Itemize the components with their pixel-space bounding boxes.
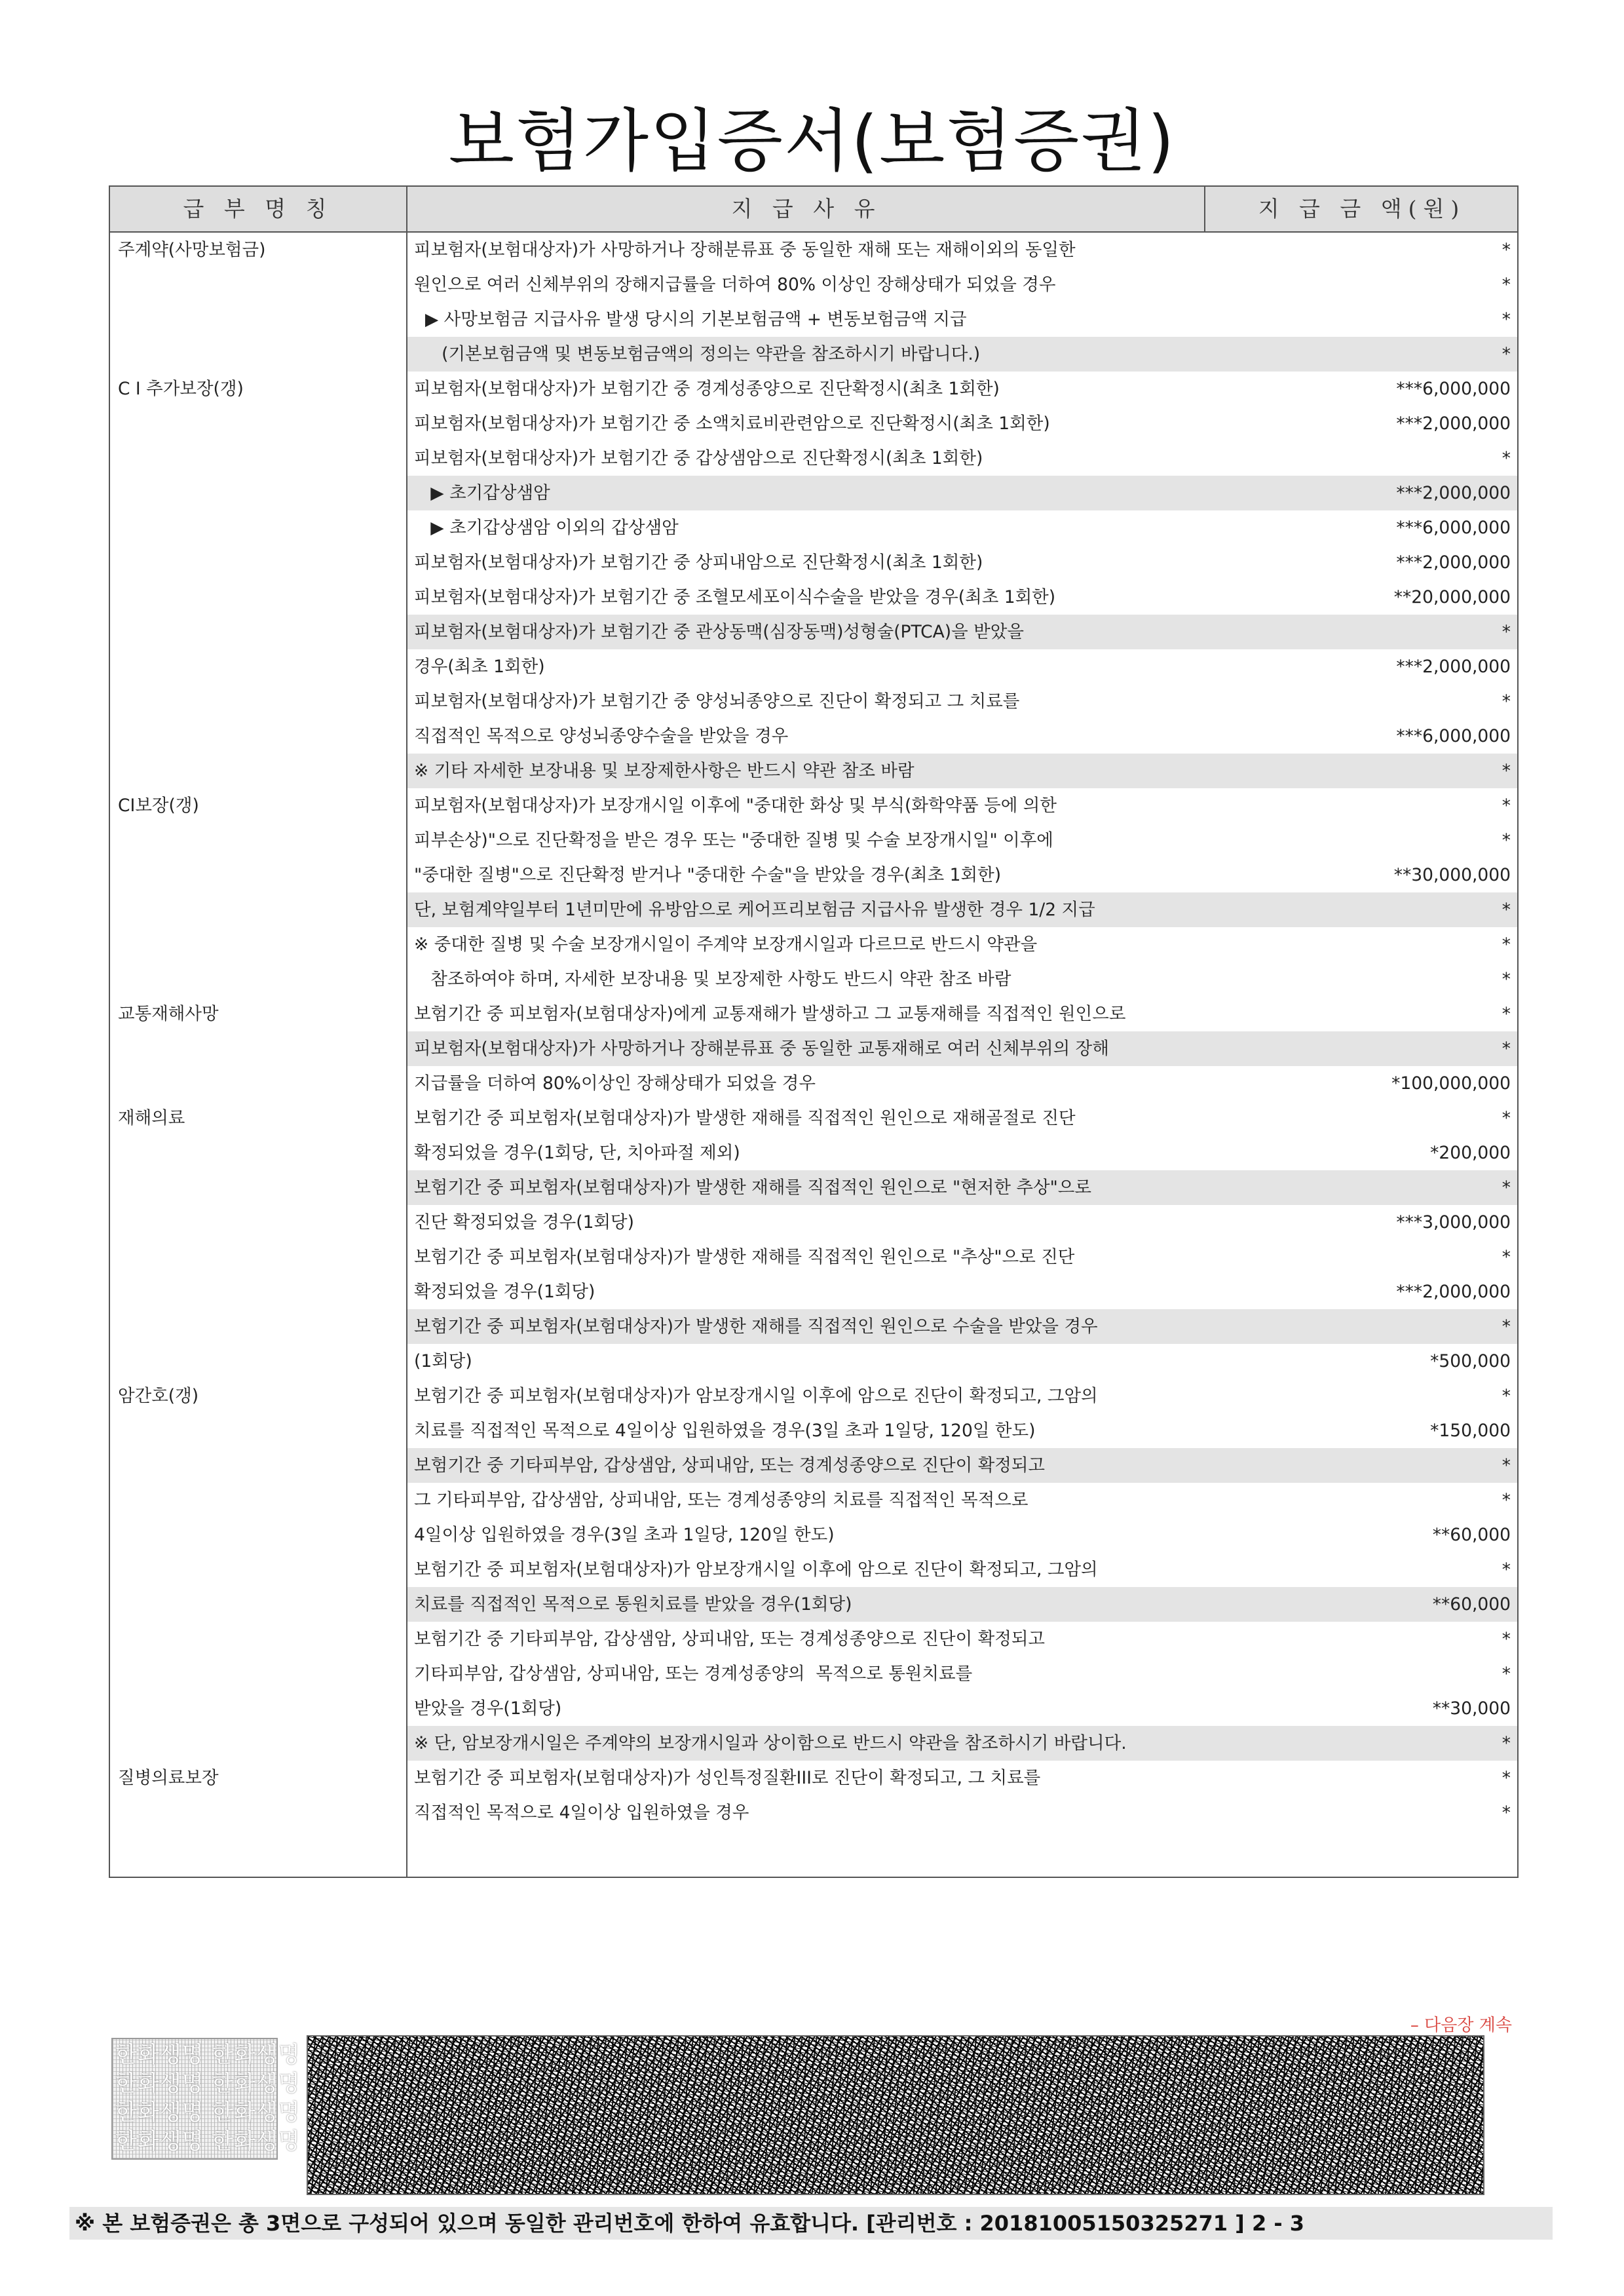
table-row: [110, 649, 1517, 684]
table-row: [110, 1761, 1517, 1795]
payment-amount-cell: *500,000: [1430, 1351, 1511, 1371]
payment-amount-cell: *: [1501, 1177, 1511, 1198]
document-title: 보험가입증서(보험증권): [448, 101, 1176, 181]
payment-reason-cell: 보험기간 중 피보험자(보험대상자)가 발생한 재해를 직접적인 원인으로 수술을 받았을 경우: [414, 1316, 1098, 1337]
payment-amount-cell: *: [1501, 309, 1511, 330]
payment-reason-cell: 치료를 직접적인 목적으로 4일이상 입원하였을 경우(3일 초과 1일당, 120일 한도): [414, 1421, 1036, 1441]
benefit-name-cell: CI보장(갱): [118, 795, 199, 816]
table-row: [110, 406, 1517, 441]
payment-reason-cell: 피보험자(보험대상자)가 보험기간 중 소액치료비관련암으로 진단확정시(최초 1회한): [414, 413, 1050, 434]
table-row: [110, 476, 1517, 510]
company-seal-watermark: [111, 2038, 301, 2160]
benefit-name-cell: 재해의료: [118, 1108, 185, 1128]
table-body: [110, 233, 1517, 1830]
payment-reason-cell: 지급률을 더하여 80%이상인 장해상태가 되었을 경우: [414, 1073, 816, 1094]
table-row: [110, 1379, 1517, 1413]
table-row: [110, 962, 1517, 997]
payment-reason-cell: 보험기간 중 피보험자(보험대상자)가 암보장개시일 이후에 암으로 진단이 확정되고, 그암의: [414, 1559, 1098, 1580]
payment-amount-cell: ***2,000,000: [1396, 483, 1511, 503]
table-row: [110, 1518, 1517, 1552]
benefit-name-cell: 암간호(갱): [118, 1386, 199, 1406]
table-row: [110, 1136, 1517, 1170]
payment-amount-cell: ***2,000,000: [1396, 552, 1511, 573]
payment-reason-cell: 보험기간 중 피보험자(보험대상자)에게 교통재해가 발생하고 그 교통재해를 직접적인 원인으로: [414, 1004, 1126, 1024]
payment-reason-cell: 보험기간 중 기타피부암, 갑상샘암, 상피내암, 또는 경계성종양으로 진단이 확정되고: [414, 1455, 1046, 1476]
table-row: [110, 372, 1517, 406]
table-row: [110, 858, 1517, 892]
table-row: [110, 1240, 1517, 1274]
payment-amount-cell: ***6,000,000: [1396, 518, 1511, 538]
table-row: [110, 719, 1517, 754]
payment-reason-cell: 피보험자(보험대상자)가 보험기간 중 양성뇌종양으로 진단이 확정되고 그 치료를: [414, 691, 1020, 712]
payment-reason-cell: 피보험자(보험대상자)가 사망하거나 장해분류표 중 동일한 교통재해로 여러 신체부위의 장해: [414, 1039, 1109, 1059]
payment-reason-cell: 직접적인 목적으로 4일이상 입원하였을 경우: [414, 1803, 749, 1823]
benefit-name-cell: 주계약(사망보험금): [118, 240, 266, 260]
payment-amount-cell: *: [1501, 1247, 1511, 1267]
payment-amount-cell: *: [1501, 1455, 1511, 1476]
payment-reason-cell: 직접적인 목적으로 양성뇌종양수술을 받았을 경우: [414, 726, 789, 746]
table-row: [110, 754, 1517, 788]
table-row: [110, 1795, 1517, 1830]
table-row: [110, 1309, 1517, 1344]
payment-reason-cell: 진단 확정되었을 경우(1회당): [414, 1212, 634, 1233]
payment-amount-cell: *: [1501, 969, 1511, 989]
header-payment-amount: 지 급 금 액(원): [1204, 187, 1519, 231]
payment-reason-cell: 그 기타피부암, 갑상샘암, 상피내암, 또는 경계성종양의 치료를 직접적인 목적으로: [414, 1490, 1029, 1510]
table-row: [110, 510, 1517, 545]
table-row: [110, 267, 1517, 302]
payment-amount-cell: *: [1501, 900, 1511, 920]
table-row: [110, 580, 1517, 615]
table-row: [110, 1726, 1517, 1761]
table-row: [110, 1691, 1517, 1726]
payment-amount-cell: *: [1501, 934, 1511, 955]
payment-amount-cell: *: [1501, 1004, 1511, 1024]
payment-reason-cell: 원인으로 여러 신체부위의 장해지급률을 더하여 80% 이상인 장해상태가 되었을 경우: [414, 275, 1056, 295]
table-row: [110, 302, 1517, 337]
payment-reason-cell: 보험기간 중 피보험자(보험대상자)가 성인특정질환III로 진단이 확정되고, 그 치료를: [414, 1768, 1041, 1788]
payment-reason-cell: 참조하여야 하며, 자세한 보장내용 및 보장제한 사항도 반드시 약관 참조 바람: [414, 969, 1011, 989]
payment-reason-cell: 4일이상 입원하였을 경우(3일 초과 1일당, 120일 한도): [414, 1525, 835, 1545]
table-row: [110, 1344, 1517, 1379]
table-row: [110, 1448, 1517, 1483]
payment-reason-cell: 보험기간 중 피보험자(보험대상자)가 발생한 재해를 직접적인 원인으로 "추상"으로 진단: [414, 1247, 1075, 1267]
table-row: [110, 233, 1517, 267]
payment-reason-cell: (기본보험금액 및 변동보험금액의 정의는 약관을 참조하시기 바랍니다.): [414, 344, 981, 364]
payment-reason-cell: 보험기간 중 피보험자(보험대상자)가 발생한 재해를 직접적인 원인으로 재해골절로 진단: [414, 1108, 1076, 1128]
payment-reason-cell: 보험기간 중 피보험자(보험대상자)가 발생한 재해를 직접적인 원인으로 "현저한 추상"으로: [414, 1177, 1092, 1198]
payment-reason-cell: ▶ 초기갑상샘암 이외의 갑상샘암: [414, 518, 679, 538]
seal-text-line: 한화생명 한화생명: [115, 2128, 301, 2154]
payment-reason-cell: 피보험자(보험대상자)가 보장개시일 이후에 "중대한 화상 및 부식(화학약품 등에 의한: [414, 795, 1057, 816]
table-row: [110, 1413, 1517, 1448]
table-row: [110, 337, 1517, 372]
payment-reason-cell: 확정되었을 경우(1회당, 단, 치아파절 제외): [414, 1143, 740, 1163]
payment-reason-cell: 피보험자(보험대상자)가 보험기간 중 경계성종양으로 진단확정시(최초 1회한): [414, 379, 1000, 399]
seal-text-line: 한화생명 한화생명: [115, 2042, 301, 2068]
header-benefit-name: 급 부 명 칭: [183, 196, 333, 221]
payment-reason-cell: (1회당): [414, 1351, 472, 1371]
payment-reason-cell: 기타피부암, 갑상샘암, 상피내암, 또는 경계성종양의 목적으로 통원치료를: [414, 1664, 973, 1684]
benefit-name-cell: C I 추가보장(갱): [118, 379, 244, 399]
payment-amount-cell: ***6,000,000: [1396, 726, 1511, 746]
payment-amount-cell: *150,000: [1430, 1421, 1511, 1441]
table-row: [110, 927, 1517, 962]
payment-reason-cell: 피보험자(보험대상자)가 보험기간 중 갑상샘암으로 진단확정시(최초 1회한): [414, 448, 983, 469]
payment-amount-cell: **20,000,000: [1393, 587, 1511, 607]
table-row: [110, 1170, 1517, 1205]
payment-amount-cell: *: [1501, 1039, 1511, 1059]
header-payment-reason: 지 급 사 유: [406, 187, 1205, 231]
payment-amount-cell: *: [1501, 448, 1511, 469]
table-row: [110, 788, 1517, 823]
payment-amount-cell: *: [1501, 830, 1511, 851]
payment-reason-cell: 피보험자(보험대상자)가 보험기간 중 조혈모세포이식수술을 받았을 경우(최초 1회한): [414, 587, 1056, 607]
table-row: [110, 545, 1517, 580]
payment-amount-cell: **60,000: [1432, 1525, 1511, 1545]
payment-amount-cell: *: [1501, 240, 1511, 260]
payment-amount-cell: *: [1501, 1733, 1511, 1753]
payment-amount-cell: *: [1501, 691, 1511, 712]
payment-amount-cell: *: [1501, 1386, 1511, 1406]
table-row: [110, 1205, 1517, 1240]
payment-amount-cell: *: [1501, 1490, 1511, 1510]
payment-reason-cell: 받았을 경우(1회당): [414, 1698, 562, 1719]
table-row: [110, 1656, 1517, 1691]
table-row: [110, 441, 1517, 476]
table-row: [110, 1552, 1517, 1587]
payment-amount-cell: **30,000,000: [1393, 865, 1511, 885]
benefits-table: [109, 185, 1519, 2035]
payment-reason-cell: 피부손상)"으로 진단확정을 받은 경우 또는 "중대한 질병 및 수술 보장개시일" 이후에: [414, 830, 1053, 851]
payment-reason-cell: 피보험자(보험대상자)가 보험기간 중 상피내암으로 진단확정시(최초 1회한): [414, 552, 983, 573]
payment-reason-cell: 경우(최초 1회한): [414, 657, 545, 677]
table-row: [110, 823, 1517, 858]
payment-reason-cell: ※ 기타 자세한 보장내용 및 보장제한사항은 반드시 약관 참조 바람: [414, 761, 915, 781]
row-shading: [407, 476, 1517, 510]
benefit-name-cell: 질병의료보장: [118, 1768, 219, 1788]
table-row: [110, 1066, 1517, 1101]
table-row: [110, 892, 1517, 927]
payment-reason-cell: 보험기간 중 기타피부암, 갑상샘암, 상피내암, 또는 경계성종양으로 진단이 확정되고: [414, 1629, 1046, 1649]
payment-amount-cell: *: [1501, 1768, 1511, 1788]
table-row: [110, 1587, 1517, 1622]
payment-amount-cell: *: [1501, 344, 1511, 364]
table-row: [110, 1622, 1517, 1656]
table-row: [110, 997, 1517, 1031]
table-row: [110, 1483, 1517, 1518]
payment-amount-cell: *: [1501, 622, 1511, 642]
payment-amount-cell: *: [1501, 1803, 1511, 1823]
payment-amount-cell: *: [1501, 275, 1511, 295]
payment-amount-cell: ***3,000,000: [1396, 1212, 1511, 1233]
table-row: [110, 1031, 1517, 1066]
payment-reason-cell: 치료를 직접적인 목적으로 통원치료를 받았을 경우(1회당): [414, 1594, 852, 1615]
payment-amount-cell: ***6,000,000: [1396, 379, 1511, 399]
payment-reason-cell: 피보험자(보험대상자)가 보험기간 중 관상동맥(심장동맥)성형술(PTCA)을 받았을: [414, 622, 1024, 642]
payment-amount-cell: ***2,000,000: [1396, 1282, 1511, 1302]
payment-reason-cell: ※ 중대한 질병 및 수술 보장개시일이 주계약 보장개시일과 다르므로 반드시 약관을: [414, 934, 1038, 955]
payment-reason-cell: 피보험자(보험대상자)가 사망하거나 장해분류표 중 동일한 재해 또는 재해이외의 동일한: [414, 240, 1076, 260]
benefit-name-cell: 교통재해사망: [118, 1004, 219, 1024]
payment-reason-cell: 확정되었을 경우(1회당): [414, 1282, 595, 1302]
payment-reason-cell: 단, 보험계약일부터 1년미만에 유방암으로 케어프리보험금 지급사유 발생한 경우 1/2 지급: [414, 900, 1095, 920]
payment-amount-cell: *: [1501, 1559, 1511, 1580]
payment-reason-cell: 보험기간 중 피보험자(보험대상자)가 암보장개시일 이후에 암으로 진단이 확정되고, 그암의: [414, 1386, 1098, 1406]
footer-notice: [69, 2207, 1553, 2240]
payment-reason-cell: ※ 단, 암보장개시일은 주계약의 보장개시일과 상이함으로 반드시 약관을 참조하시기 바랍니다.: [414, 1733, 1127, 1753]
table-row: [110, 684, 1517, 719]
seal-text-line: 한화생명 한화생명: [115, 2071, 301, 2097]
table-row: [110, 1274, 1517, 1309]
payment-amount-cell: ***2,000,000: [1396, 657, 1511, 677]
payment-amount-cell: *: [1501, 795, 1511, 816]
payment-amount-cell: *: [1501, 1108, 1511, 1128]
payment-reason-cell: ▶ 초기갑상샘암: [414, 483, 550, 503]
payment-amount-cell: **60,000: [1432, 1594, 1511, 1615]
payment-reason-cell: ▶ 사망보험금 지급사유 발생 당시의 기본보험금액 + 변동보험금액 지급: [414, 309, 967, 330]
table-row: [110, 1101, 1517, 1136]
payment-amount-cell: ***2,000,000: [1396, 413, 1511, 434]
table-header: [110, 187, 1517, 233]
payment-amount-cell: *: [1501, 1316, 1511, 1337]
payment-reason-cell: "중대한 질병"으로 진단확정 받거나 "중대한 수술"을 받았을 경우(최초 1회한): [414, 865, 1002, 885]
payment-amount-cell: *100,000,000: [1391, 1073, 1511, 1094]
2d-barcode: [307, 2035, 1484, 2195]
table-row: [110, 615, 1517, 649]
payment-amount-cell: *200,000: [1430, 1143, 1511, 1163]
payment-amount-cell: *: [1501, 761, 1511, 781]
payment-amount-cell: **30,000: [1432, 1698, 1511, 1719]
payment-amount-cell: *: [1501, 1664, 1511, 1684]
payment-amount-cell: *: [1501, 1629, 1511, 1649]
seal-text-line: 한화생명 한화생명: [115, 2099, 301, 2126]
footer-notice-text: ※ 본 보험증권은 총 3면으로 구성되어 있으며 동일한 관리번호에 한하여 유효합니다. [관리번호 : 20181005150325271 ] 2 - 3: [75, 2211, 1305, 2236]
continued-note: – 다음장 계속: [1410, 2016, 1512, 2035]
